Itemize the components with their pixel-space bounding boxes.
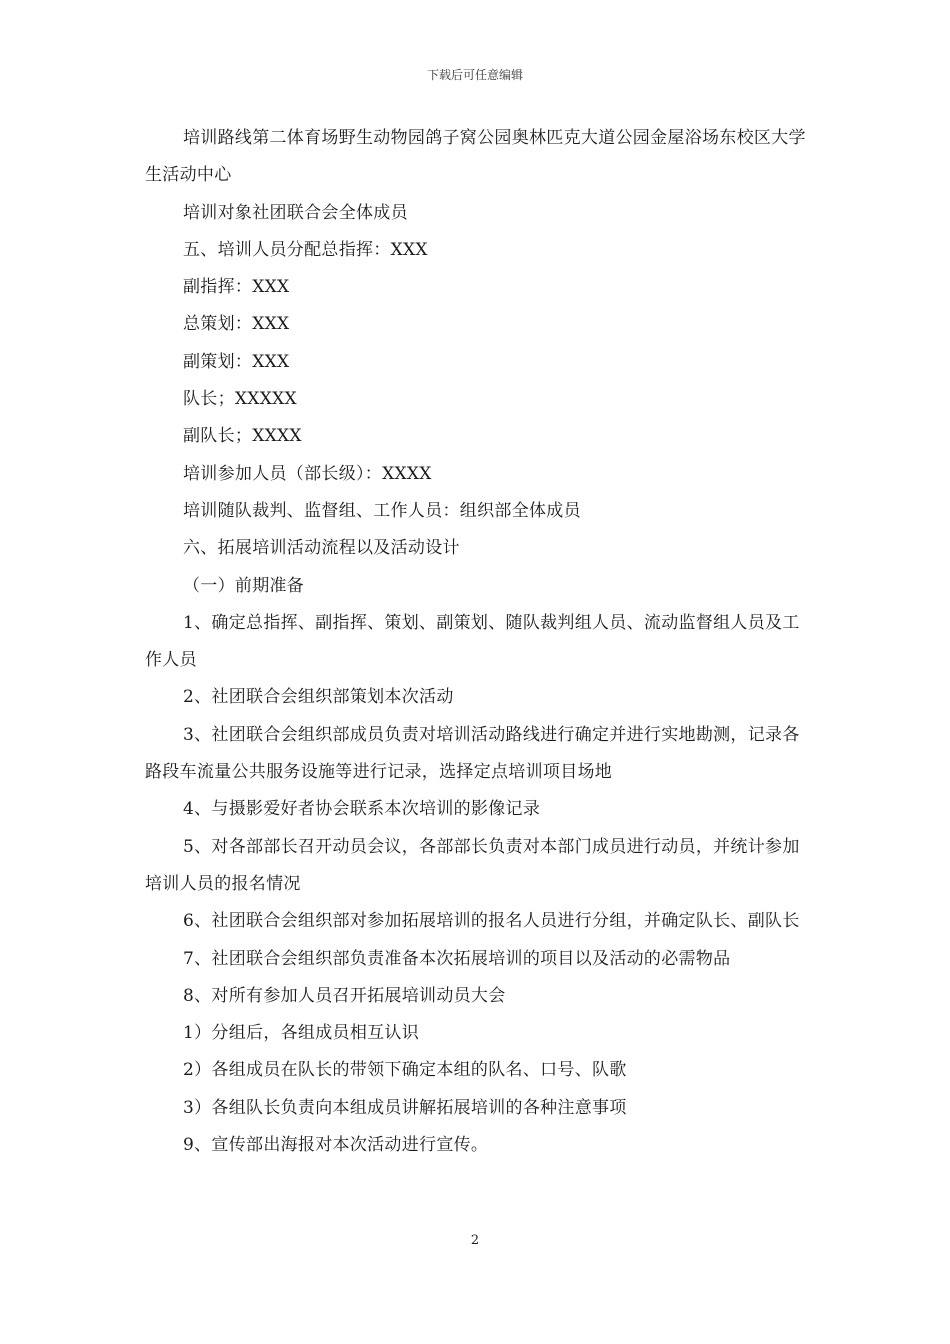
subsection-heading-preparation: （一）前期准备 [183,575,305,596]
list-item: 6、社团联合会组织部对参加拓展培训的报名人员进行分组，并确定队长、副队长 [183,911,800,932]
sub-list-item: 2）各组成员在队长的带领下确定本组的队名、口号、队歌 [183,1060,627,1081]
paragraph-target: 培训对象社团联合会全体成员 [183,202,408,223]
paragraph-referees: 培训随队裁判、监督组、工作人员：组织部全体成员 [183,500,581,521]
list-item: 5、对各部部长召开动员会议，各部部长负责对本部门成员进行动员，并统计参加培训人员的报名情况 [145,836,800,894]
section-heading-process: 六、拓展培训活动流程以及活动设计 [183,538,460,559]
list-item: 9、宣传部出海报对本次活动进行宣传。 [183,1135,489,1156]
list-item: 2、社团联合会组织部策划本次活动 [183,687,454,708]
sub-list-item: 1）分组后，各组成员相互认识 [183,1023,420,1044]
paragraph-deputy-commander: 副指挥：XXX [183,277,290,298]
list-item: 1、确定总指挥、副指挥、策划、副策划、随队裁判组人员、流动监督组人员及工作人员 [145,612,800,671]
paragraph-captain: 队长；XXXXX [183,389,297,410]
paragraph-vice-captain: 副队长；XXXX [183,426,302,447]
paragraph-route: 培训路线第二体育场野生动物园鸽子窝公园奥林匹克大道公园金屋浴场东校区大学生活动中心 [145,128,806,186]
paragraph-deputy-planner: 副策划：XXX [183,351,290,372]
sub-list-item: 3）各组队长负责向本组成员讲解拓展培训的各种注意事项 [183,1097,627,1118]
list-item: 8、对所有参加人员召开拓展培训动员大会 [183,985,506,1006]
section-heading-staff: 五、培训人员分配总指挥：XXX [183,239,428,260]
page-header-note: 下载后可任意编辑 [426,68,523,82]
paragraph-chief-planner: 总策划：XXX [183,314,290,335]
document-body [145,120,810,1164]
list-item: 4、与摄影爱好者协会联系本次培训的影像记录 [183,799,541,820]
paragraph-participants: 培训参加人员（部长级）：XXXX [183,463,432,484]
list-item: 7、社团联合会组织部负责准备本次拓展培训的项目以及活动的必需物品 [183,948,731,969]
list-item: 3、社团联合会组织部成员负责对培训活动路线进行确定并进行实地勘测，记录各路段车流量公共服务设施等进行记录，选择定点培训项目场地 [145,724,800,783]
page-number: 2 [470,1233,480,1248]
